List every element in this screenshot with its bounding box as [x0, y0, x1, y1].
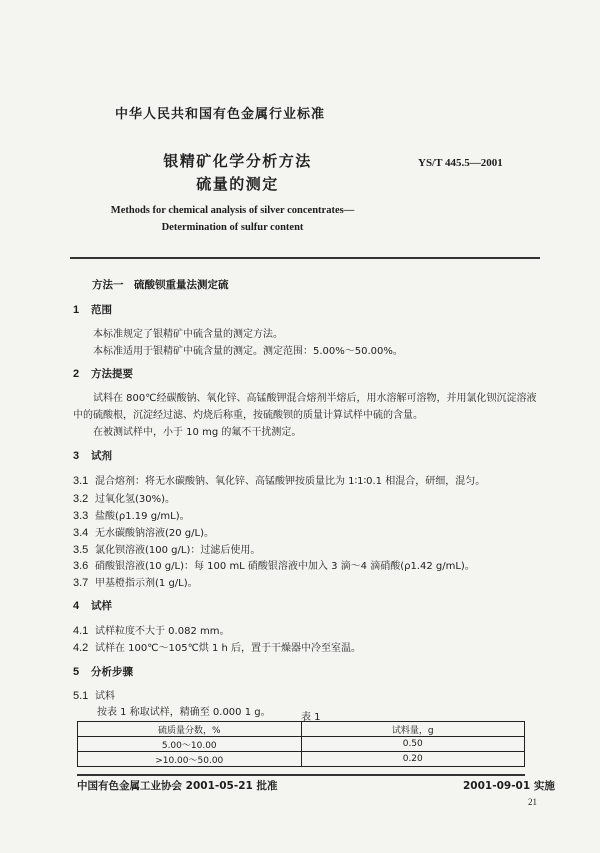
reagent-item: 3.5 氯化钡溶液(100 g/L)：过滤后使用。: [73, 544, 261, 556]
paragraph: 中的硫酸根，沉淀经过滤、灼烧后称重，按硫酸钡的质量计算试样中硫的含量。: [73, 410, 423, 421]
header-divider: [70, 257, 540, 259]
method-title: 方法一 硫酸钡重量法测定硫: [92, 279, 229, 291]
section-1-heading: [73, 302, 112, 317]
reagent-item: 3.2 过氧化氢(30%)。: [73, 493, 176, 505]
section-title: 范围: [91, 304, 112, 316]
reagent-item: 3.1 混合熔剂：将无水碳酸钠、氧化锌、高锰酸钾按质量比为 1∶1∶0.1 相混合，研细，混匀。: [73, 475, 486, 487]
english-title-line2: Determination of sulfur content: [161, 222, 304, 233]
section-3-heading: [73, 448, 112, 463]
table-caption: 表 1: [301, 712, 321, 723]
english-title-line1: Methods for chemical analysis of silver concentrates—: [110, 205, 355, 216]
section-2-heading: [73, 366, 133, 381]
table-header-row: [78, 722, 525, 737]
paragraph: 本标准规定了银精矿中硫含量的测定方法。: [93, 329, 283, 340]
paragraph: 在被测试样中，小于 10 mg 的氟不干扰测定。: [93, 427, 302, 438]
table-1: [77, 721, 525, 767]
section-number: 4: [73, 600, 80, 612]
table-header-cell: 试料量，g: [301, 722, 525, 737]
issuing-organization: 中华人民共和国有色金属行业标准: [114, 107, 325, 122]
table-row: [78, 752, 525, 767]
table-cell: 0.50: [301, 737, 525, 752]
table-row: [78, 737, 525, 752]
approval-statement: 中国有色金属工业协会 2001-05-21 批准: [77, 780, 278, 792]
section-title: 试样: [91, 600, 112, 612]
section-4-heading: [73, 598, 112, 613]
reagent-item: 3.3 盐酸(ρ1.19 g/mL)。: [73, 510, 190, 522]
reagent-item: 3.7 甲基橙指示剂(1 g/L)。: [73, 577, 198, 589]
section-title: 试剂: [91, 450, 112, 462]
document-title-line2: 硫量的测定: [196, 175, 279, 193]
subsection-5-1-heading: 5.1 试料: [73, 690, 115, 702]
document-title-line1: 银精矿化学分析方法: [163, 152, 312, 170]
paragraph: 试料在 800℃经碳酸钠、氧化锌、高锰酸钾混合熔剂半熔后，用水溶解可溶物，并用氯化钡沉淀溶液: [93, 393, 537, 404]
section-number: 5: [73, 666, 80, 678]
section-title: 分析步骤: [91, 666, 133, 678]
section-number: 2: [73, 368, 80, 380]
section-number: 3: [73, 450, 80, 462]
sample-item: 4.1 试样粒度不大于 0.082 mm。: [73, 625, 230, 637]
table-cell: 5.00～10.00: [78, 737, 302, 752]
standard-code: YS/T 445.5—2001: [418, 157, 503, 169]
section-title: 方法提要: [91, 368, 133, 380]
reagent-item: 3.6 硝酸银溶液(10 g/L)：每 100 mL 硝酸银溶液中加入 3 滴～4 滴硝酸(ρ1.42 g/mL)。: [73, 560, 475, 572]
table-cell: 0.20: [301, 752, 525, 767]
footer-divider: [77, 774, 525, 776]
section-number: 1: [73, 304, 80, 316]
table-header-cell: 硫质量分数，%: [78, 722, 302, 737]
paragraph: 按表 1 称取试样，精确至 0.000 1 g。: [97, 707, 271, 718]
page-number: 21: [528, 797, 537, 807]
sample-item: 4.2 试样在 100℃～105℃烘 1 h 后，置于干燥器中冷至室温。: [73, 642, 362, 654]
reagent-item: 3.4 无水碳酸钠溶液(20 g/L)。: [73, 527, 214, 539]
paragraph: 本标准适用于银精矿中硫含量的测定。测定范围：5.00%～50.00%。: [93, 346, 403, 357]
implementation-date: 2001-09-01 实施: [463, 780, 555, 792]
section-5-heading: [73, 664, 133, 679]
table-cell: >10.00～50.00: [78, 752, 302, 767]
